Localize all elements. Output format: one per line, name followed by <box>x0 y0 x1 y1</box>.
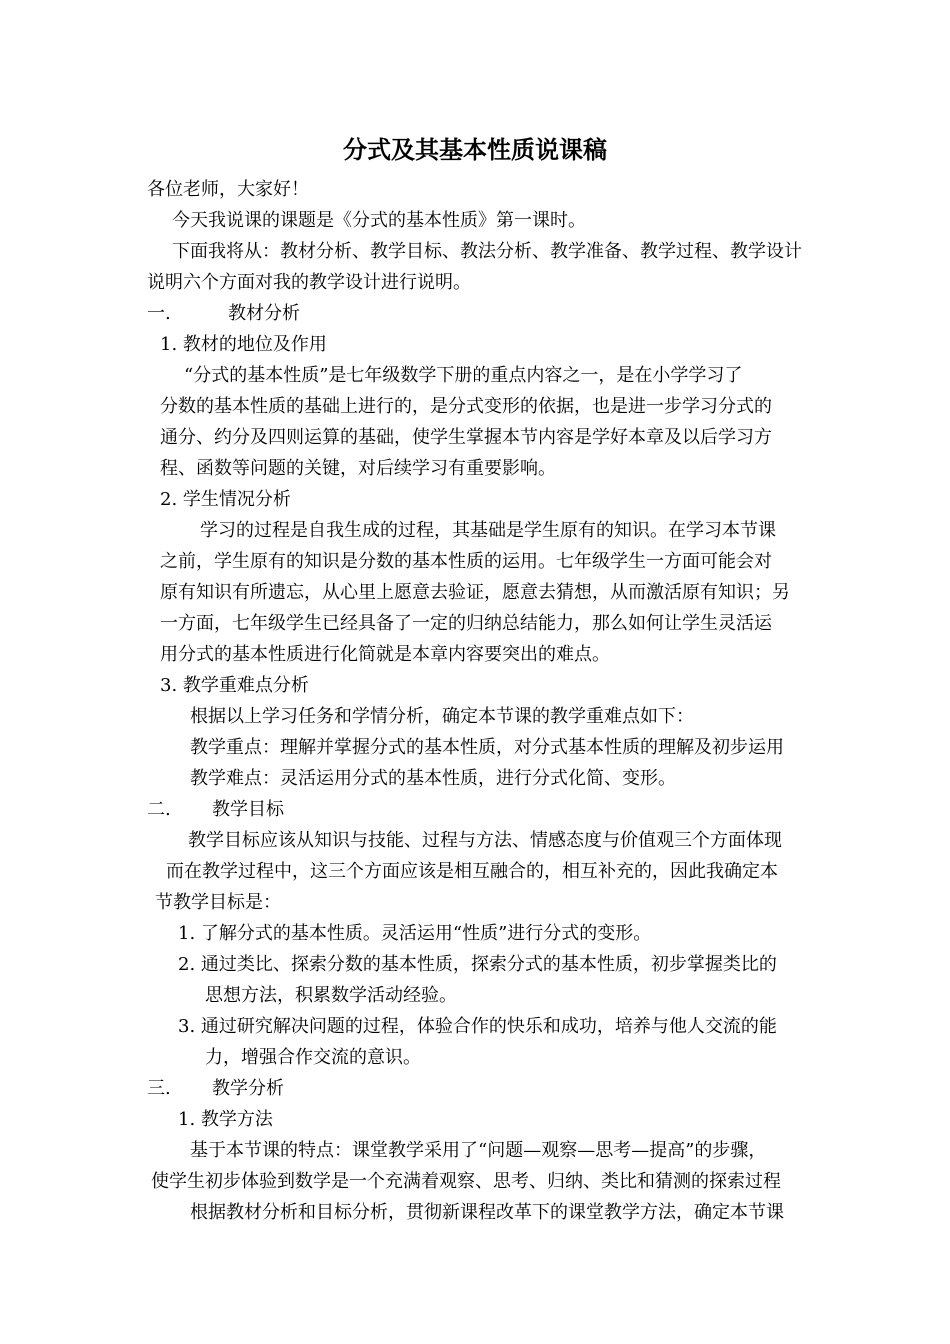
paragraph-line: 使学生初步体验到数学是一个充满着观察、思考、归纳、类比和猜测的探索过程 <box>151 1171 781 1192</box>
paragraph-line: 节教学目标是： <box>155 892 281 913</box>
section-heading: 教材分析 <box>228 303 300 324</box>
paragraph-line: 而在教学过程中，这三个方面应该是相互融合的，相互补充的，因此我确定本 <box>166 861 778 882</box>
paragraph-line: 基于本节课的特点：课堂教学采用了“问题—观察—思考—提高”的步骤， <box>190 1140 767 1161</box>
paragraph-line: 分数的基本性质的基础上进行的，是分式变形的依据，也是进一步学习分式的 <box>160 396 772 417</box>
key-point-line: 教学重点：理解并掌握分式的基本性质，对分式基本性质的理解及初步运用 <box>190 737 784 758</box>
difficult-point-line: 教学难点：灵活运用分式的基本性质，进行分式化简、变形。 <box>190 768 676 789</box>
goal-item: 1. 了解分式的基本性质。灵活运用“性质”进行分式的变形。 <box>178 923 652 944</box>
subsection-heading: 3. 教学重难点分析 <box>160 675 309 696</box>
paragraph-line: 之前，学生原有的知识是分数的基本性质的运用。七年级学生一方面可能会对 <box>160 551 772 572</box>
greeting: 各位老师，大家好！ <box>147 179 309 200</box>
paragraph-line: 原有知识有所遗忘，从心里上愿意去验证，愿意去猜想，从而激活原有知识；另 <box>160 582 790 603</box>
goal-item: 2. 通过类比、探索分数的基本性质，探索分式的基本性质，初步掌握类比的 <box>178 954 777 975</box>
paragraph-line: 根据以上学习任务和学情分析，确定本节课的教学重难点如下： <box>190 706 694 727</box>
section-number: 三. <box>147 1078 171 1099</box>
paragraph-line: 学习的过程是自我生成的过程，其基础是学生原有的知识。在学习本节课 <box>200 520 776 541</box>
outline-line: 说明六个方面对我的教学设计进行说明。 <box>147 272 471 293</box>
goal-item: 3. 通过研究解决问题的过程，体验合作的快乐和成功，培养与他人交流的能 <box>178 1016 777 1037</box>
paragraph-line: 教学目标应该从知识与技能、过程与方法、情感态度与价值观三个方面体现 <box>188 830 782 851</box>
intro-paragraph: 今天我说课的课题是《分式的基本性质》第一课时。 <box>172 210 586 231</box>
paragraph-line: 通分、约分及四则运算的基础，使学生掌握本节内容是学好本章及以后学习方 <box>160 427 772 448</box>
section-heading: 教学目标 <box>212 799 284 820</box>
subsection-heading: 2. 学生情况分析 <box>160 489 291 510</box>
paragraph-line: 一方面，七年级学生已经具备了一定的归纳总结能力，那么如何让学生灵活运 <box>160 613 772 634</box>
subsection-heading: 1. 教学方法 <box>178 1109 273 1130</box>
document-title: 分式及其基本性质说课稿 <box>343 135 607 164</box>
goal-item-continuation: 思想方法，积累数学活动经验。 <box>205 985 457 1006</box>
subsection-heading: 1. 教材的地位及作用 <box>160 334 327 355</box>
outline-line: 下面我将从：教材分析、教学目标、教法分析、教学准备、教学过程、教学设计 <box>172 241 802 262</box>
paragraph-line: 用分式的基本性质进行化简就是本章内容要突出的难点。 <box>160 644 610 665</box>
paragraph-line: 根据教材分析和目标分析，贯彻新课程改革下的课堂教学方法，确定本节课 <box>190 1202 784 1223</box>
goal-item-continuation: 力，增强合作交流的意识。 <box>205 1047 421 1068</box>
paragraph-line: “分式的基本性质”是七年级数学下册的重点内容之一，是在小学学习了 <box>184 365 743 386</box>
paragraph-line: 程、函数等问题的关键，对后续学习有重要影响。 <box>160 458 556 479</box>
section-number: 一. <box>147 303 171 324</box>
section-heading: 教学分析 <box>212 1078 284 1099</box>
section-number: 二. <box>147 799 171 820</box>
